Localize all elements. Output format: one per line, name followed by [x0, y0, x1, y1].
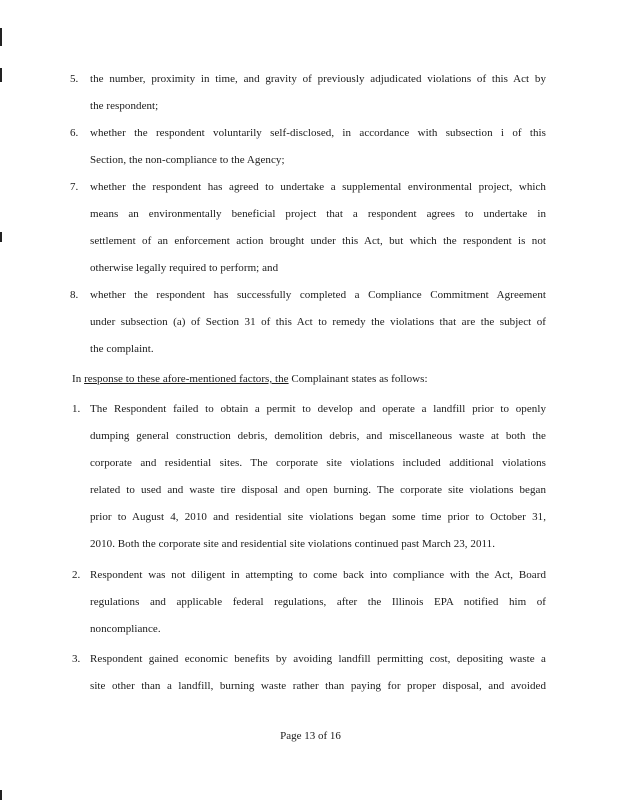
factor-line: whether the respondent has agreed to undertake a supplemental environmental project, which [90, 181, 546, 193]
response-line: Respondent was not diligent in attempting to come back into compliance with the Act, Board [90, 569, 546, 581]
response-line: corporate and residential sites. The corporate site violations included additional violations [90, 457, 546, 469]
scan-edge-mark [0, 790, 2, 800]
scan-edge-mark [0, 28, 2, 46]
response-intro-start: In [72, 373, 85, 385]
response-line: related to used and waste tire disposal and open burning. The corporate site violations began [90, 484, 546, 496]
factor-line: settlement of an enforcement action brought under this Act, but which the respondent is not [90, 235, 546, 247]
factor-line: the complaint. [90, 343, 154, 355]
response-intro-underlined: response to these afore-mentioned factors, the [84, 373, 289, 385]
scan-edge-mark [0, 68, 2, 82]
response-line: prior to August 4, 2010 and residential site violations began some time prior to October 31, [90, 511, 546, 523]
scan-edge-mark [0, 232, 2, 242]
response-line: Respondent gained economic benefits by avoiding landfill permitting cost, depositing waste a [90, 653, 546, 665]
response-line: dumping general construction debris, demolition debris, and miscellaneous waste at both the [90, 430, 546, 442]
response-number: 1. [72, 403, 81, 415]
factor-line: the respondent; [90, 100, 159, 112]
factor-number: 6. [70, 127, 79, 139]
factor-number: 7. [70, 181, 79, 193]
response-intro [72, 372, 428, 386]
page-footer: Page 13 of 16 [280, 730, 341, 742]
factor-number: 8. [70, 289, 79, 301]
factor-line: otherwise legally required to perform; and [90, 262, 279, 274]
response-number: 3. [72, 653, 81, 665]
response-line: The Respondent failed to obtain a permit to develop and operate a landfill prior to openly [90, 403, 546, 415]
factor-line: under subsection (a) of Section 31 of this Act to remedy the violations that are the subject of [90, 316, 546, 328]
response-line: 2010. Both the corporate site and residential site violations continued past March 23, 2011. [90, 538, 495, 550]
factor-line: whether the respondent voluntarily self-disclosed, in accordance with subsection i of this [90, 127, 546, 139]
factor-line: means an environmentally beneficial project that a respondent agrees to undertake in [90, 208, 546, 220]
response-number: 2. [72, 569, 81, 581]
response-intro-end: Complainant states as follows: [288, 373, 428, 385]
factor-line: the number, proximity in time, and gravity of previously adjudicated violations of this Act by [90, 73, 546, 85]
factor-number: 5. [70, 73, 79, 85]
response-line: noncompliance. [90, 623, 161, 635]
response-line: regulations and applicable federal regulations, after the Illinois EPA notified him of [90, 596, 546, 608]
factor-line: whether the respondent has successfully completed a Compliance Commitment Agreement [90, 289, 546, 301]
factor-line: Section, the non-compliance to the Agency; [90, 154, 285, 166]
response-line: site other than a landfill, burning waste rather than paying for proper disposal, and avoided [90, 680, 546, 692]
